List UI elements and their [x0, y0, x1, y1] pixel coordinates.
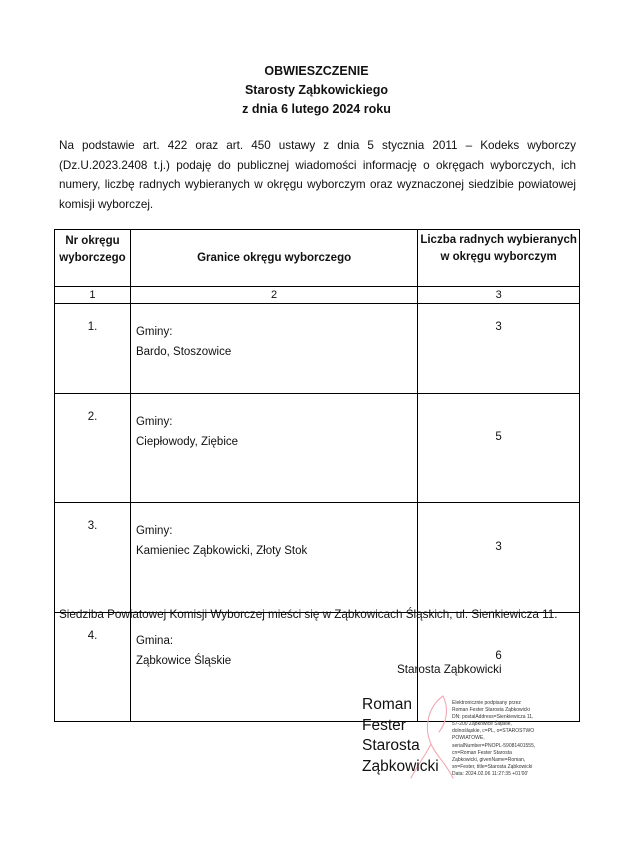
districts-table	[54, 229, 580, 722]
header-district-number: Nr okręgu wyborczego	[55, 230, 131, 287]
document-date: z dnia 6 lutego 2024 roku	[242, 102, 391, 116]
column-number: 2	[130, 287, 417, 304]
district-boundaries	[130, 304, 417, 394]
signatory-title: Starosta Ząbkowicki	[397, 663, 502, 676]
signature-detail-line: dolnośląskie, c=PL, o=STAROSTWO	[452, 728, 535, 735]
signature-name-line: Starosta	[362, 737, 420, 754]
signature-detail-line: serialNumber=PNOPL-59081401555,	[452, 742, 536, 749]
district-number: 2.	[55, 394, 131, 503]
intro-paragraph: Na podstawie art. 422 oraz art. 450 ustawy z dnia 5 stycznia 2011 – Kodeks wyborczy (Dz.U.2023.2408 t.j.) podaję do publicznej wiadomości informację o okręgach wyborczych, ich numery, liczbę radnych wybieranych w okręgu wyborczym oraz wyznaczonej siedzibie powiatowej komisji wyborczej.	[59, 139, 576, 211]
district-boundaries	[130, 394, 417, 503]
document-issuer: Starosty Ząbkowickiego	[244, 83, 389, 97]
signature-detail-line: Elektronicznie podpisany przez	[452, 700, 521, 706]
district-number: 3.	[55, 503, 131, 613]
signature-detail-line: Roman Fester Starosta Ząbkowicki	[452, 707, 530, 714]
district-boundaries	[130, 503, 417, 613]
signature-details	[452, 700, 572, 778]
signature-detail-line: Ząbkowicki, givenName=Roman,	[452, 756, 526, 763]
document-header	[0, 62, 633, 119]
boundary-communes: Bardo, Stoszowice	[135, 346, 232, 358]
boundary-label: Gminy:	[135, 525, 173, 537]
commission-seat-note: Siedziba Powiatowej Komisji Wyborczej mieści się w Ząbkowicach Śląskich, ul. Sienkiewicza 11.	[59, 608, 558, 621]
header-district-boundaries: Granice okręgu wyborczego	[130, 230, 417, 287]
boundary-label: Gminy:	[135, 416, 173, 428]
boundary-communes: Ciepłowody, Ziębice	[135, 436, 239, 448]
councillor-count: 6	[418, 613, 580, 722]
table-row	[55, 394, 580, 503]
signature-name-line: Roman	[362, 696, 412, 713]
boundary-label: Gmina:	[135, 635, 174, 647]
signature-name-line: Fester	[362, 716, 406, 734]
boundary-communes: Ząbkowice Śląskie	[135, 655, 232, 667]
boundary-label: Gminy:	[135, 326, 173, 338]
column-number: 1	[55, 287, 131, 304]
councillor-count: 3	[418, 304, 580, 394]
signature-detail-line: Data: 2024.02.06 11:27:35 +01'00'	[452, 770, 529, 777]
signature-detail-line: cn=Roman Fester Starosta	[452, 749, 512, 756]
document-title: OBWIESZCZENIE	[264, 64, 369, 78]
column-number-row	[55, 287, 580, 304]
header-councillor-count: Liczba radnych wybieranych w okręgu wyborczym	[418, 230, 580, 287]
table-row	[55, 503, 580, 613]
table-header-row	[55, 230, 580, 287]
signature-detail-line: sn=Fester, title=Starosta Ząbkowicki	[452, 763, 533, 770]
signature-detail-line: 57-200 Ząbkowice Śląskie,	[452, 721, 512, 728]
signature-detail-line: DN: postalAddress=Sienkiewicza 11,	[452, 714, 534, 721]
councillor-count: 3	[418, 503, 580, 613]
councillor-count: 5	[418, 394, 580, 503]
signature-name-line: Ząbkowicki	[362, 757, 439, 775]
table-row	[55, 304, 580, 394]
column-number: 3	[418, 287, 580, 304]
signature-detail-line: POWIATOWE,	[452, 735, 485, 742]
district-number: 1.	[55, 304, 131, 394]
district-number: 4.	[55, 613, 131, 722]
boundary-communes: Kamieniec Ząbkowicki, Złoty Stok	[135, 545, 308, 557]
signature-name	[362, 695, 439, 777]
